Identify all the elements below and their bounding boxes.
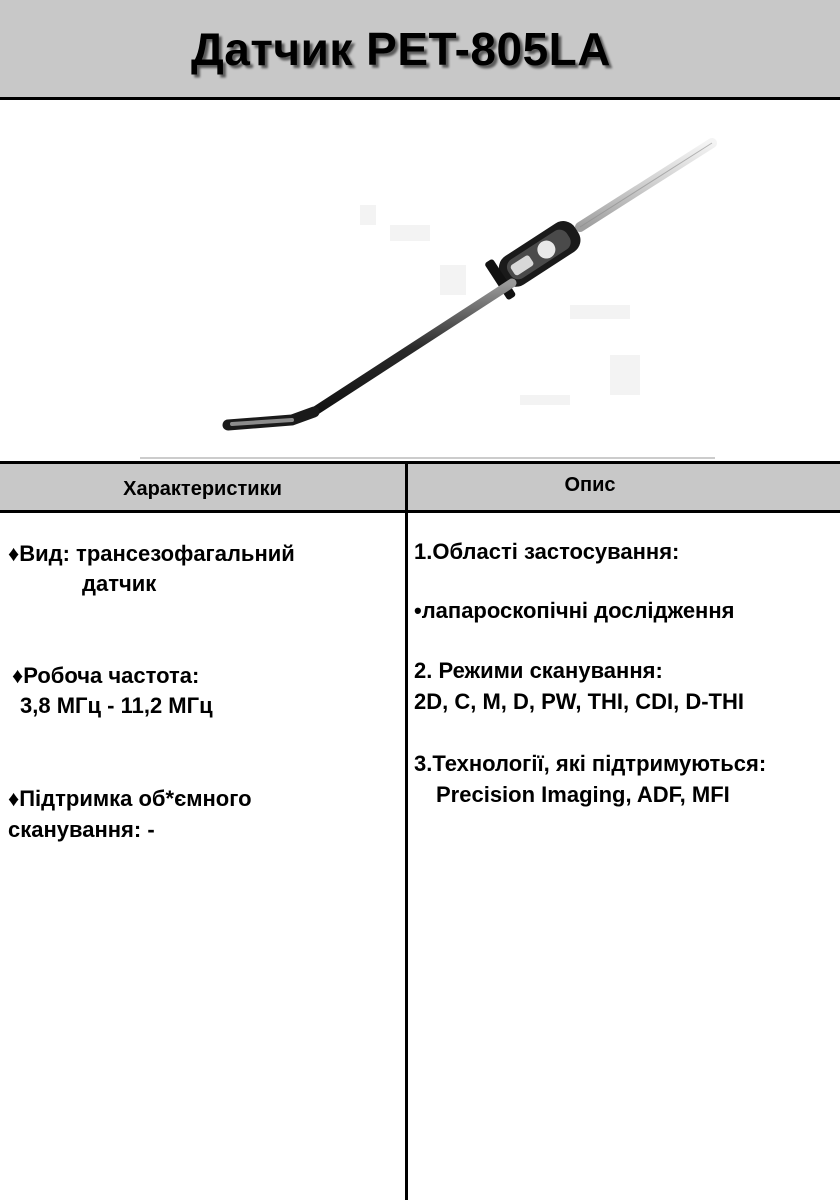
- description-header: Опис: [564, 474, 616, 496]
- modes-heading: 2. Режими сканування:: [414, 658, 663, 683]
- modes-value: 2D, C, M, D, PW, THI, CDI, D-THI: [414, 689, 744, 714]
- type-line-2: датчик: [82, 571, 157, 596]
- technologies-value: Precision Imaging, ADF, MFI: [436, 782, 730, 807]
- frequency-line-2: 3,8 МГц - 11,2 МГц: [20, 693, 213, 718]
- type-line-1: ♦Вид: трансезофагальний: [8, 541, 295, 566]
- probe-image: [140, 115, 720, 460]
- technologies-heading: 3.Технології, які підтримуються:: [414, 751, 767, 776]
- applications-item: •лапароскопічні дослідження: [414, 598, 735, 623]
- applications-heading: 1.Області застосування:: [414, 539, 680, 564]
- table-header: [0, 461, 840, 513]
- volume-line-1: ♦Підтримка об*ємного: [8, 786, 252, 811]
- frequency-line-1: ♦Робоча частота:: [12, 663, 200, 688]
- volume-line-2: сканування: -: [8, 817, 155, 842]
- page-title: Датчик PET-805LA: [191, 23, 611, 75]
- probe-illustration: [140, 115, 720, 460]
- characteristics-header: Характеристики: [123, 478, 282, 500]
- title-bar: [0, 0, 840, 100]
- column-divider: [405, 461, 408, 1200]
